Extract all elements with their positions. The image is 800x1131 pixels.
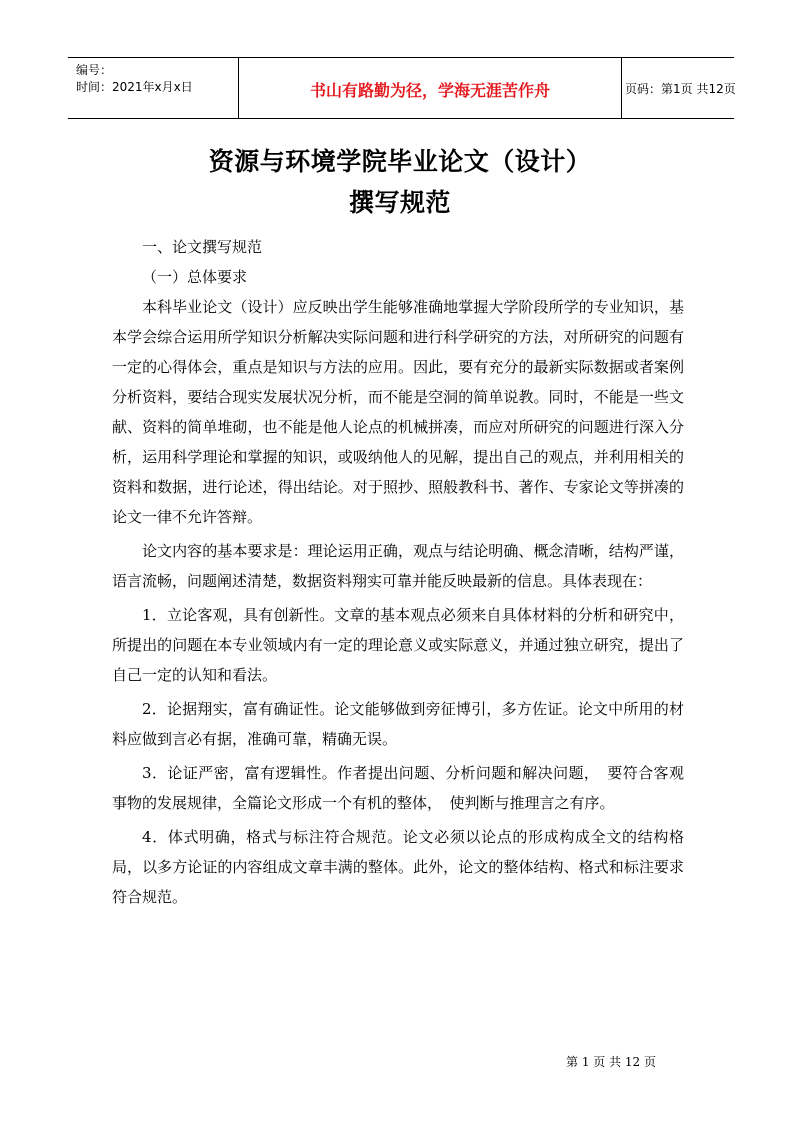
header-middle-cell (238, 58, 622, 118)
section-heading: 一、论文撰写规范 (142, 238, 263, 256)
header-left-cell (68, 58, 238, 118)
motto-text: 书山有路勤为径，学海无涯苦作舟 (309, 81, 550, 100)
list-item-1: 1．立论客观，具有创新性。文章的基本观点必须来自具体材料的分析和研究中，所提出的问题在本专业领域内有一定的理论意义或实际意义，并通过独立研究，提出了自己一定的认知和看法。 (112, 606, 684, 684)
document-body (112, 232, 684, 912)
list-item-2: 2．论据翔实，富有确证性。论文能够做到旁征博引，多方佐证。论文中所用的材料应做到言必有据，准确可靠，精确无误。 (112, 700, 684, 748)
page-footer: 第 1 页 共 12 页 (566, 1055, 656, 1069)
document-title-line1: 资源与环境学院毕业论文（设计） (208, 147, 592, 176)
body-paragraph-2: 论文内容的基本要求是：理论运用正确，观点与结论明确、概念清晰，结构严谨，语言流畅，问题阐述清楚，数据资料翔实可靠并能反映最新的信息。具体表现在： (112, 542, 684, 590)
doc-number-label: 编号： (76, 63, 113, 77)
page-info: 页码：第1页 共12页 (625, 82, 736, 96)
document-title-line2: 撰写规范 (348, 188, 451, 217)
page-header (68, 57, 734, 119)
body-paragraph-1: 本科毕业论文（设计）应反映出学生能够准确地掌握大学阶段所学的专业知识，基本学会综合运用所学知识分析解决实际问题和进行科学研究的方法，对所研究的问题有一定的心得体会，重点是知识与方法的应用。因此，要有充分的最新实际数据或者案例分析资料，要结合现实发展状况分析，而不能是空洞的简单说教。同时，不能是一些文献、资料的简单堆砌，也不能是他人论点的机械拼凑，而应对所研究的问题进行深入分析，运用科学理论和掌握的知识，或吸纳他人的见解，提出自己的观点，并利用相关的资料和数据，进行论述，得出结论。对于照抄、照般教科书、著作、专家论文等拼凑的论文一律不允许答辩。 (112, 298, 684, 526)
header-right-cell (621, 58, 734, 118)
list-item-4: 4．体式明确，格式与标注符合规范。论文必须以论点的形成构成全文的结构格局，以多方论证的内容组成文章丰满的整体。此外，论文的整体结构、格式和标注要求符合规范。 (112, 828, 684, 906)
list-item-3: 3．论证严密，富有逻辑性。作者提出问题、分析问题和解决问题， 要符合客观事物的发展规律，全篇论文形成一个有机的整体， 使判断与推理言之有序。 (112, 764, 684, 812)
subsection-heading: （一）总体要求 (142, 268, 248, 286)
time-label: 时间：2021年x月x日 (76, 80, 193, 94)
